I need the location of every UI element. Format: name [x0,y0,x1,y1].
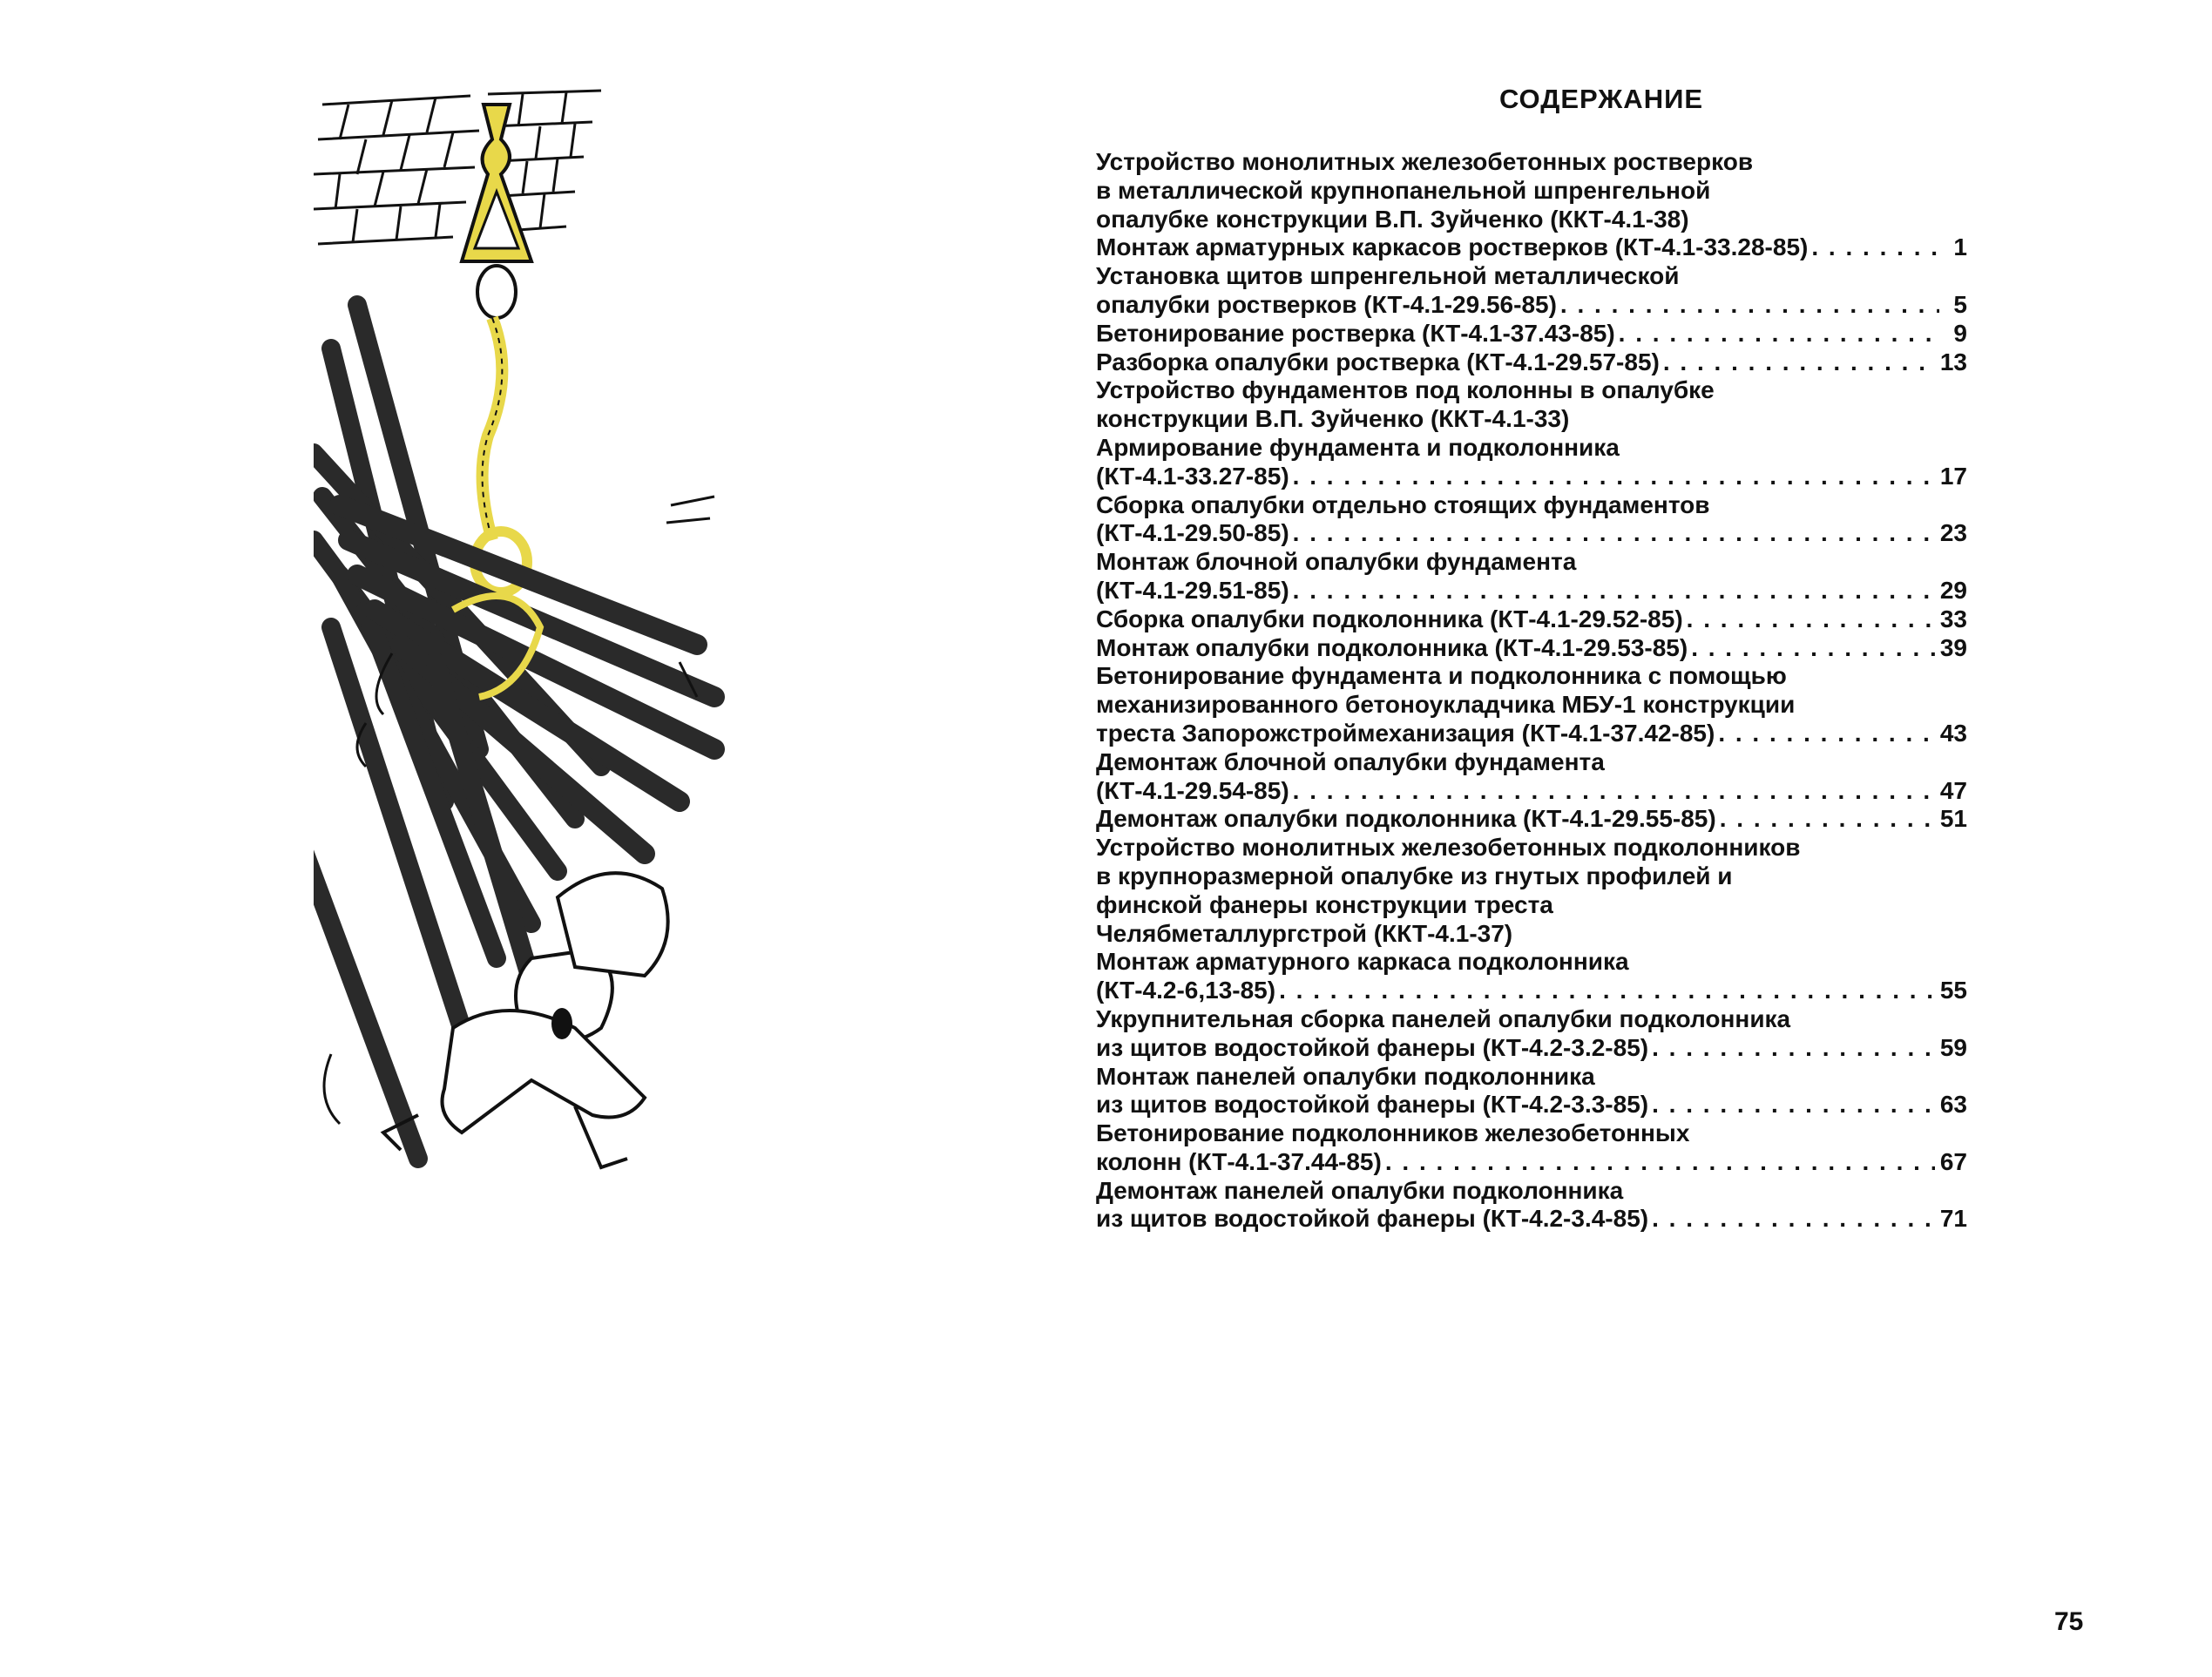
toc-entry-line: в металлической крупнопанельной шпренгельной [1096,176,1711,204]
toc-page-number: 55 [1939,977,1967,1004]
dot-leader [1715,720,1935,748]
toc-entry-title: Монтаж арматурных каркасов ростверков (КТ-4.1-33.28-85) [1096,233,1809,261]
toc-entry-line: Укрупнительная сборка панелей опалубки подколонника [1096,1004,1791,1032]
toc-entry-line: Устройство монолитных железобетонных подколонников [1096,834,1801,862]
toc-page-number: 67 [1939,1147,1967,1175]
toc-entry-leader-row [1096,577,1967,605]
toc-page-number: 17 [1939,462,1967,490]
toc-entry-line: Монтаж блочной опалубки фундамента [1096,548,1577,576]
toc-entry-leader-row [1096,519,1967,548]
toc-page-number: 51 [1939,805,1967,833]
toc-page-number: 13 [1939,348,1967,375]
toc-entry [1096,548,1967,605]
toc-page-number: 9 [1953,319,1967,347]
toc-entry-title: Сборка опалубки подколонника (КТ-4.1-29.52-85) [1096,605,1683,632]
toc-entry-line: Челябметаллургстрой (ККТ-4.1-37) [1096,919,1513,947]
toc-entry [1096,748,1967,806]
toc-entry-line: Установка щитов шпренгельной металлической [1096,262,1680,290]
toc-page-number: 63 [1939,1091,1967,1119]
toc-entry-leader-row [1096,1034,1967,1063]
toc-entry-line: Монтаж арматурного каркаса подколонника [1096,948,1629,976]
toc-entry-line: Армирование фундамента и подколонника [1096,433,1620,461]
crane-hook-icon [462,105,531,592]
toc-entry-leader-row [1096,720,1967,748]
toc-page-number: 23 [1939,519,1967,547]
dot-leader [1660,348,1935,377]
toc-entry-title: (КТ-4.1-33.27-85) [1096,462,1289,490]
dot-leader [1716,805,1935,834]
toc-entry-leader-row [1096,777,1967,806]
toc-entry-leader-row [1096,605,1967,634]
toc-entry-line: Бетонирование фундамента и подколонника с помощью [1096,662,1787,690]
toc-page-number: 43 [1939,719,1967,747]
dot-leader [1648,1034,1935,1063]
dot-leader [1275,977,1935,1005]
toc-entry-line: финской фанеры конструкции треста [1096,890,1553,918]
toc-entry-title: (КТ-4.1-29.54-85) [1096,776,1289,804]
toc-entry [1096,491,1967,549]
toc-entry [1096,605,1967,634]
dot-leader [1683,605,1935,634]
toc-entry [1096,1119,1967,1177]
toc-entry-line: Монтаж панелей опалубки подколонника [1096,1062,1595,1090]
page-number: 75 [2054,1607,2084,1636]
toc-page-number: 59 [1939,1033,1967,1061]
dot-leader [1289,463,1935,491]
dot-leader [1557,291,1939,320]
dot-leader [1808,233,1939,262]
falling-rebar-bundle-icon [314,87,836,1220]
toc-entry-leader-row [1096,291,1967,320]
toc-entry-leader-row [1096,1148,1967,1177]
table-of-contents [1096,84,1967,1234]
toc-entry-line: механизированного бетоноукладчика МБУ-1 конструкции [1096,691,1796,719]
falling-rebar-illustration [314,87,836,1220]
toc-entry-line: Бетонирование подколонников железобетонных [1096,1119,1690,1147]
dot-leader [1648,1205,1935,1234]
toc-entry [1096,376,1967,434]
brick-ceiling-icon [314,91,601,244]
toc-entry-title: (КТ-4.1-29.50-85) [1096,519,1289,547]
toc-entry-line: Сборка опалубки отдельно стоящих фундаментов [1096,490,1710,518]
toc-entry-title: из щитов водостойкой фанеры (КТ-4.2-3.2-85) [1096,1033,1649,1061]
toc-entry [1096,634,1967,663]
dot-leader [1289,577,1935,605]
toc-list [1096,148,1967,1234]
toc-entry-title: опалубки ростверков (КТ-4.1-29.56-85) [1096,290,1557,318]
toc-page-number: 33 [1939,605,1967,632]
toc-entry [1096,434,1967,491]
toc-entry-line: Устройство фундаментов под колонны в опалубке [1096,376,1715,404]
dot-leader [1615,320,1939,348]
dot-leader [1382,1148,1935,1177]
toc-entry-leader-row [1096,348,1967,377]
toc-entry-title: треста Запорожстроймеханизация (КТ-4.1-37.42-85) [1096,719,1715,747]
toc-entry-line: конструкции В.П. Зуйченко (ККТ-4.1-33) [1096,405,1570,433]
toc-page-number: 1 [1953,233,1967,261]
toc-entry-title: Монтаж опалубки подколонника (КТ-4.1-29.53-85) [1096,633,1688,661]
toc-entry-line: в крупноразмерной опалубке из гнутых профилей и [1096,862,1733,889]
toc-entry-title: колонн (КТ-4.1-37.44-85) [1096,1147,1382,1175]
toc-entry-title: из щитов водостойкой фанеры (КТ-4.2-3.4-85) [1096,1205,1649,1233]
toc-entry-line: Демонтаж панелей опалубки подколонника [1096,1176,1624,1204]
toc-entry-title: Демонтаж опалубки подколонника (КТ-4.1-29.55-85) [1096,805,1716,833]
toc-entry-title: из щитов водостойкой фанеры (КТ-4.2-3.3-85) [1096,1091,1649,1119]
dot-leader [1289,777,1935,806]
toc-entry [1096,662,1967,747]
toc-entry [1096,948,1967,1005]
toc-entry-title: (КТ-4.2-6,13-85) [1096,977,1276,1004]
toc-entry-leader-row [1096,805,1967,834]
toc-entry [1096,262,1967,320]
toc-entry-leader-row [1096,463,1967,491]
toc-page-number: 47 [1939,776,1967,804]
toc-entry-leader-row [1096,320,1967,348]
toc-entry [1096,233,1967,262]
toc-entry-leader-row [1096,977,1967,1005]
toc-entry [1096,348,1967,377]
dot-leader [1648,1091,1935,1119]
toc-entry-line: Устройство монолитных железобетонных ростверков [1096,148,1754,175]
toc-page-number: 5 [1953,290,1967,318]
toc-entry [1096,1063,1967,1120]
toc-entry [1096,320,1967,348]
toc-entry [1096,148,1967,233]
toc-entry-leader-row [1096,1091,1967,1119]
toc-page-number: 39 [1939,633,1967,661]
page-title: СОДЕРЖАНИЕ [1498,84,1704,114]
toc-page-number: 29 [1939,576,1967,604]
toc-entry-leader-row [1096,233,1967,262]
toc-entry-title: (КТ-4.1-29.51-85) [1096,576,1289,604]
toc-entry-leader-row [1096,634,1967,663]
toc-entry [1096,805,1967,834]
dot-leader [1289,519,1935,548]
toc-entry [1096,1005,1967,1063]
toc-entry-line: опалубке конструкции В.П. Зуйченко (ККТ-4.1-38) [1096,205,1689,233]
toc-entry [1096,834,1967,948]
toc-page-number: 71 [1939,1205,1967,1233]
toc-entry-title: Разборка опалубки ростверка (КТ-4.1-29.57-85) [1096,348,1660,375]
toc-entry-leader-row [1096,1205,1967,1234]
dot-leader [1688,634,1935,663]
toc-entry-line: Демонтаж блочной опалубки фундамента [1096,747,1605,775]
toc-entry-title: Бетонирование ростверка (КТ-4.1-37.43-85) [1096,319,1615,347]
toc-entry [1096,1177,1967,1234]
